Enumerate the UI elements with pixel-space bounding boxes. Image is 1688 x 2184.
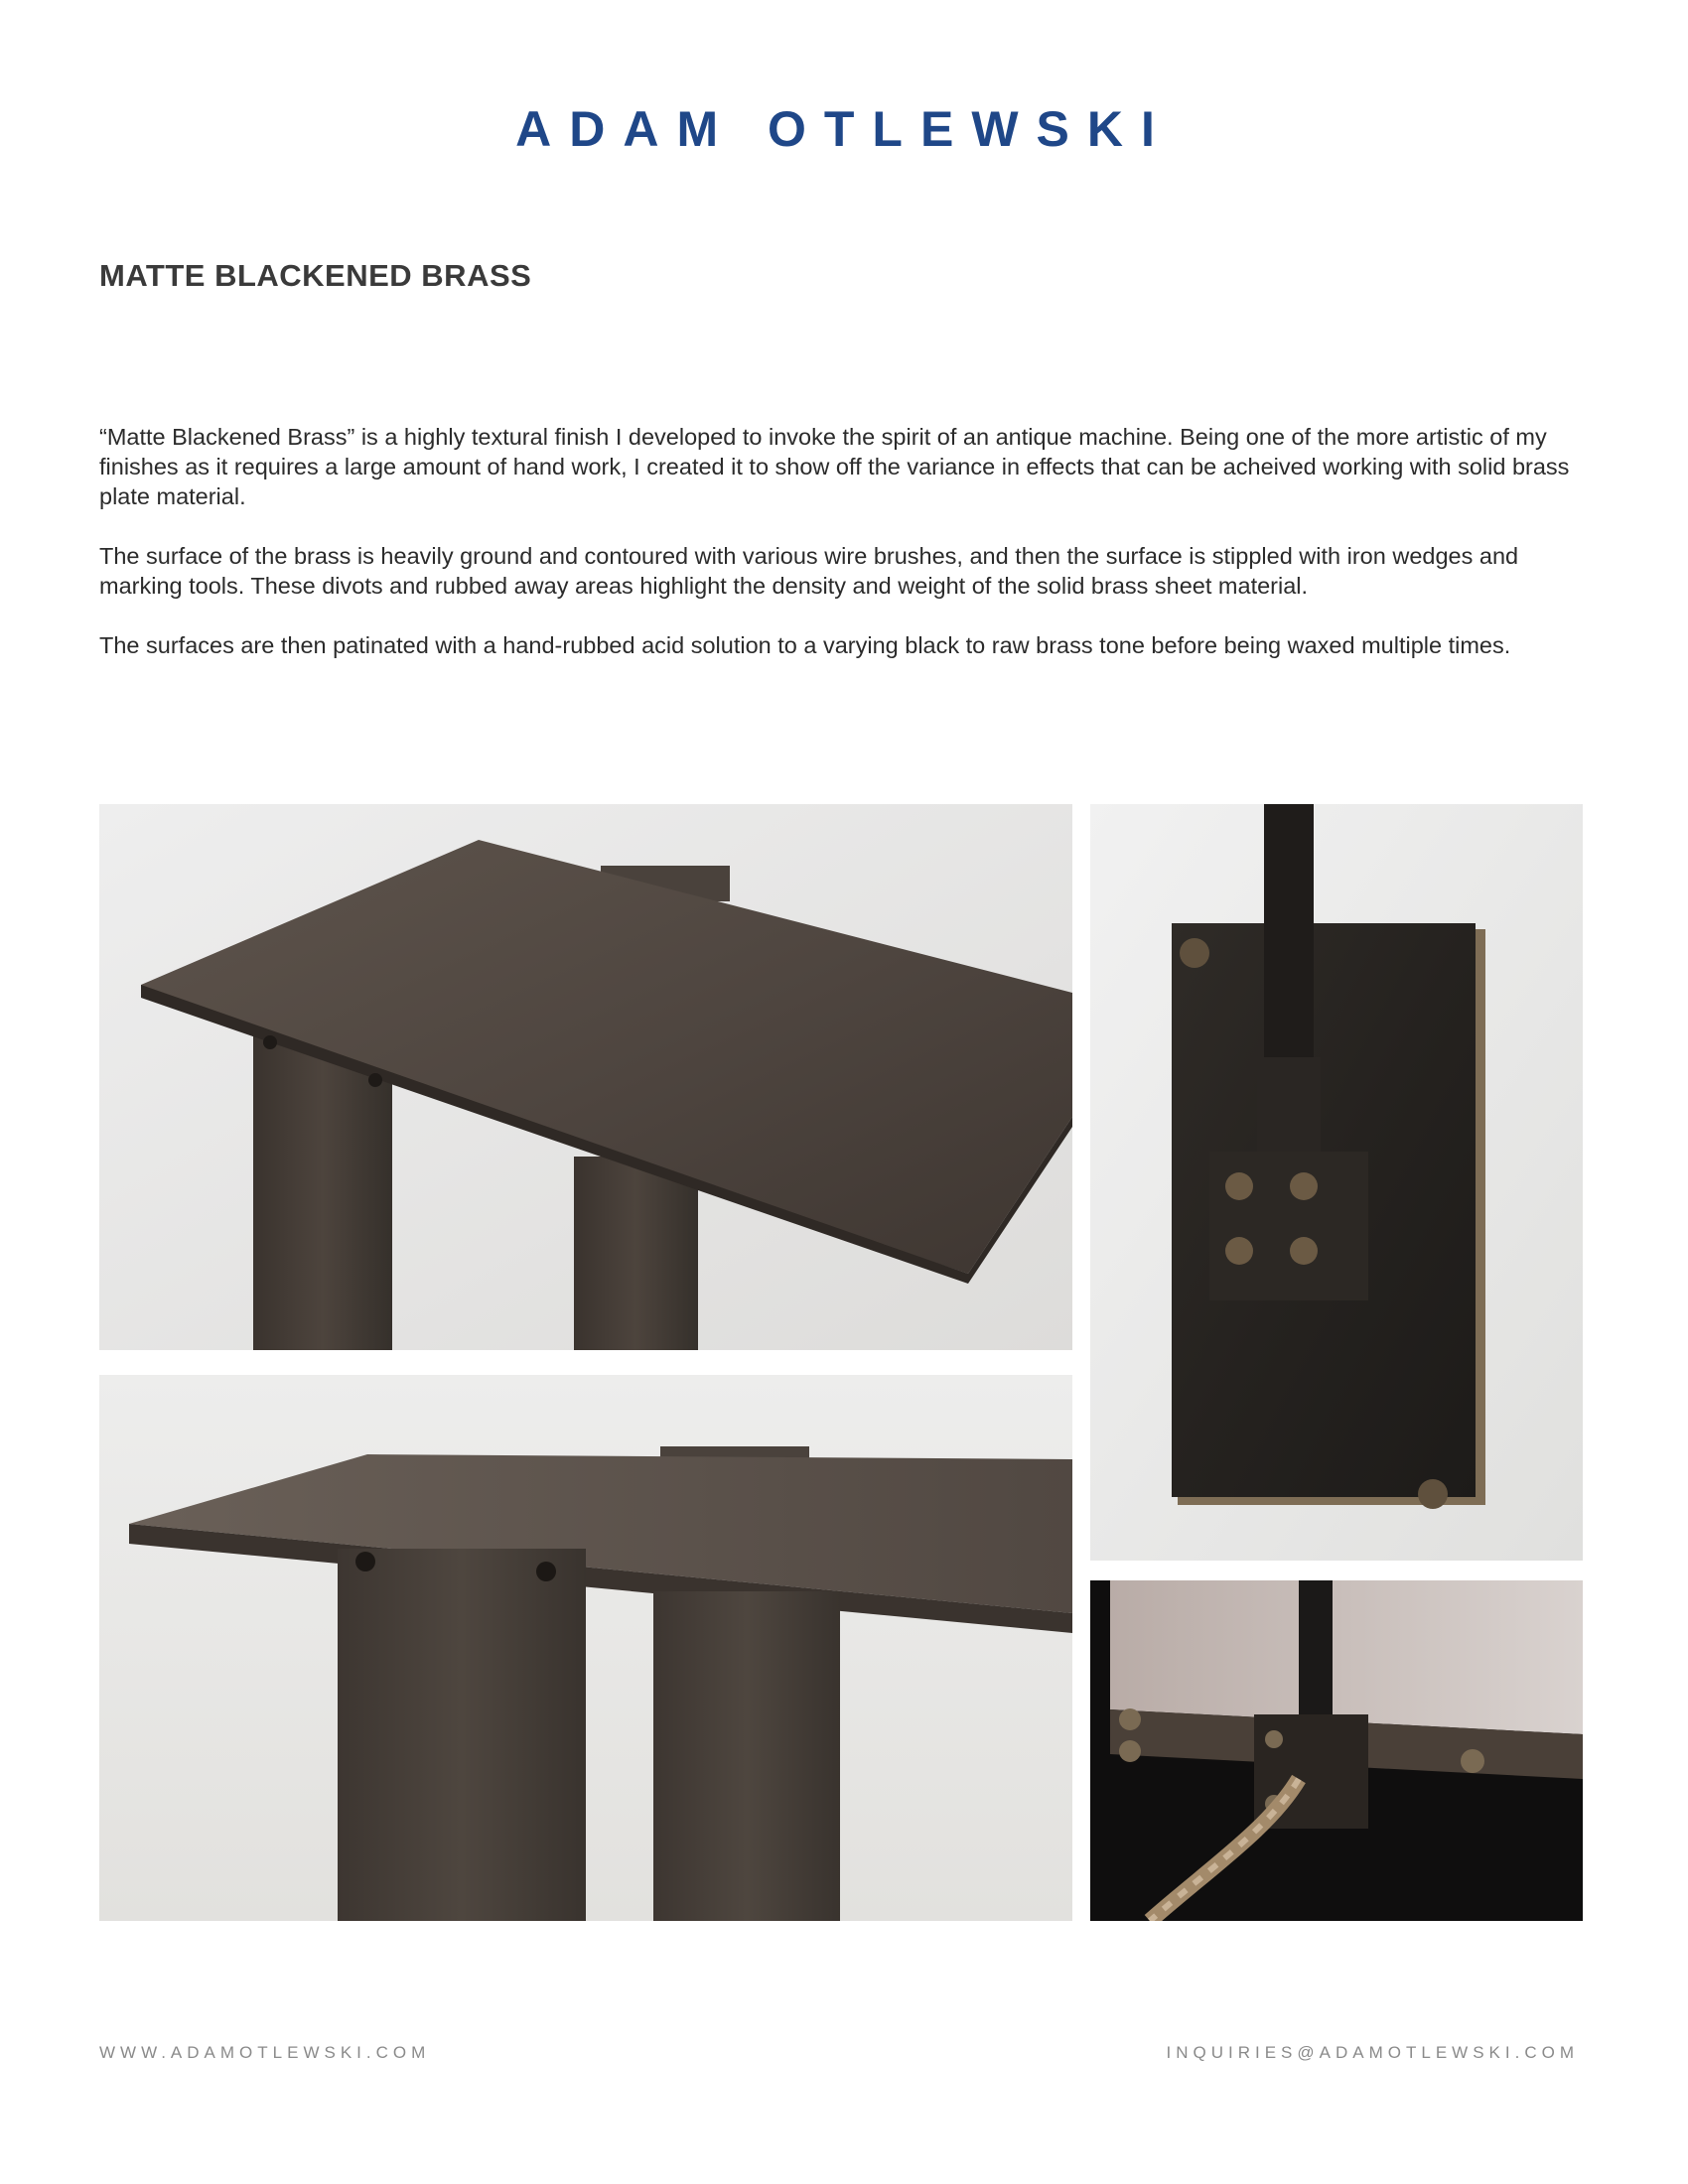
sconce-backplate-photo bbox=[1090, 804, 1583, 1561]
brand-wordmark: ADAM OTLEWSKI bbox=[515, 101, 1173, 157]
email-link[interactable]: INQUIRIES@ADAMOTLEWSKI.COM bbox=[1166, 2043, 1579, 2062]
description bbox=[99, 422, 1589, 690]
sconce-detail-photo bbox=[1090, 1580, 1583, 1921]
paragraph-process: The surface of the brass is heavily ground and contoured with various wire brushes, and then the surface is stippled with iron wedges and marking tools. These divots and rubbed away areas highlight the density and weight of the solid brass sheet material. bbox=[99, 543, 1519, 599]
page-title: MATTE BLACKENED BRASS bbox=[99, 258, 532, 293]
paragraph-intro: “Matte Blackened Brass” is a highly textural finish I developed to invoke the spirit of an antique machine. Being one of the more artistic of my finishes as it requires a large amount of hand work, I created it to show off the variance in effects that can be acheived working with solid brass plate material. bbox=[99, 424, 1570, 509]
paragraph-patina: The surfaces are then patinated with a hand-rubbed acid solution to a varying black to raw brass tone before being waxed multiple times. bbox=[99, 632, 1511, 658]
side-table-photo-top bbox=[99, 804, 1072, 1350]
side-table-photo-side bbox=[99, 1375, 1072, 1921]
website-link[interactable]: WWW.ADAMOTLEWSKI.COM bbox=[99, 2043, 431, 2062]
